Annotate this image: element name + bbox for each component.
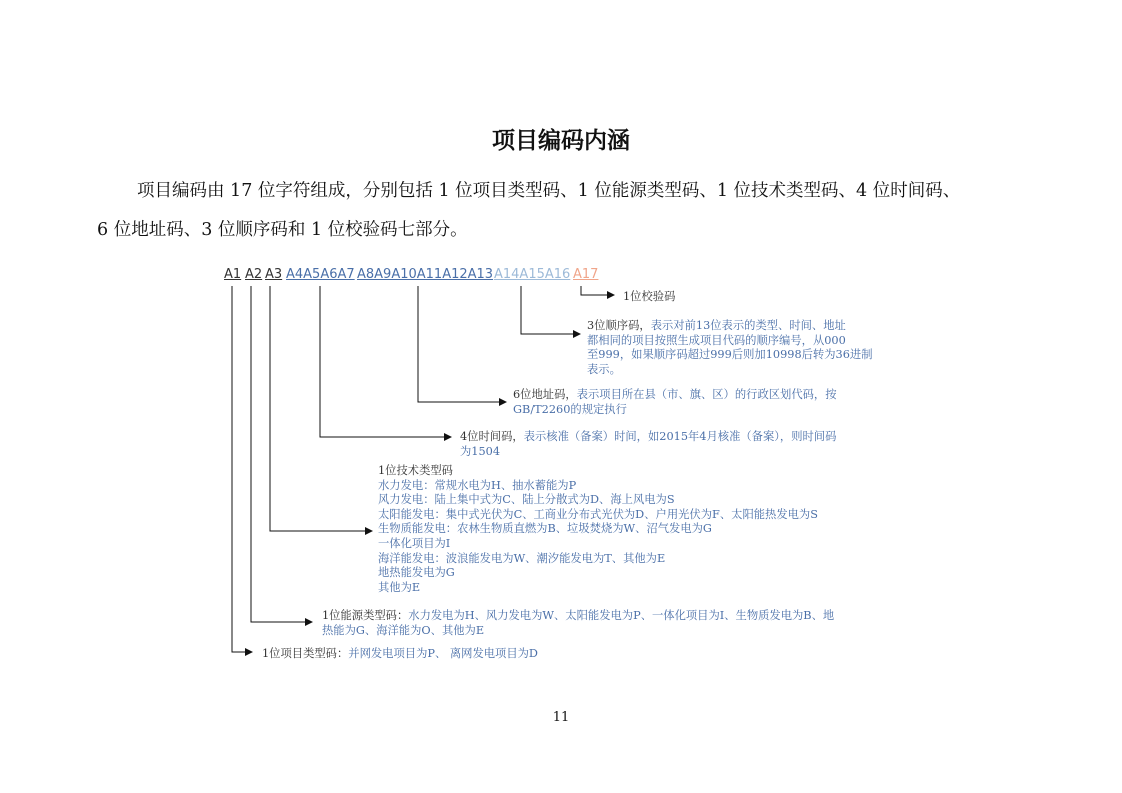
arrow-time bbox=[320, 286, 451, 437]
arrow-project-type bbox=[232, 286, 252, 652]
desc-sequence: 3位顺序码，表示对前13位表示的类型、时间、地址 都相同的项目按照生成项目代码的顺序编号，从000 至999，如果顺序码超过999后则加10998后转为36进制 表示。 bbox=[587, 319, 873, 376]
desc-check: 1位校验码 bbox=[623, 290, 676, 303]
arrow-sequence bbox=[521, 286, 580, 334]
intro-line-1: 项目编码由 17 位字符组成，分别包括 1 位项目类型码、1 位能源类型码、1 位技术类型码、4 位时间码、 bbox=[137, 181, 961, 201]
arrow-tech-type bbox=[270, 286, 372, 531]
code-a3: A3 bbox=[265, 267, 283, 282]
code-check: A17 bbox=[573, 267, 599, 282]
arrow-address bbox=[418, 286, 506, 402]
page-title: 项目编码内涵 bbox=[492, 128, 630, 154]
arrow-check bbox=[581, 286, 614, 295]
desc-time: 4位时间码，表示核准（备案）时间，如2015年4月核准（备案），则时间码 为1504 bbox=[460, 430, 837, 458]
desc-project-type: 1位项目类型码：并网发电项目为P、 离网发电项目为D bbox=[262, 647, 538, 660]
desc-tech-type: 1位技术类型码 水力发电：常规水电为H、抽水蓄能为P 风力发电：陆上集中式为C、陆上分散式为D、海上风电为S 太阳能发电：集中式光伏为C、工商业分布式光伏为D、户用光伏为F、太阳能热发电为S 生物质能发电：农林生物质直燃为B、垃圾焚烧为W、沼气发电为G 一体化项目为I 海洋能发电：波浪能发电为W、潮汐能发电为T、其他为E 地热能发电为G 其他为E bbox=[378, 464, 818, 594]
code-a1: A1 bbox=[224, 267, 242, 282]
desc-energy-type: 1位能源类型码：水力发电为H、风力发电为W、太阳能发电为P、一体化项目为I、生物质发电为B、地 热能为G、海洋能为O、其他为E bbox=[322, 609, 835, 637]
code-time: A4A5A6A7 bbox=[286, 267, 355, 282]
desc-address: 6位地址码，表示项目所在县（市、旗、区）的行政区划代码，按 GB/T2260的规定执行 bbox=[513, 388, 837, 416]
code-a2: A2 bbox=[245, 267, 263, 282]
page-number: 11 bbox=[552, 710, 570, 725]
code-sequence-number: A14A15A16 bbox=[494, 267, 571, 282]
intro-line-2: 6 位地址码、3 位顺序码和 1 位校验码七部分。 bbox=[97, 220, 468, 240]
code-address: A8A9A10A11A12A13 bbox=[357, 267, 494, 282]
arrow-energy-type bbox=[251, 286, 312, 622]
